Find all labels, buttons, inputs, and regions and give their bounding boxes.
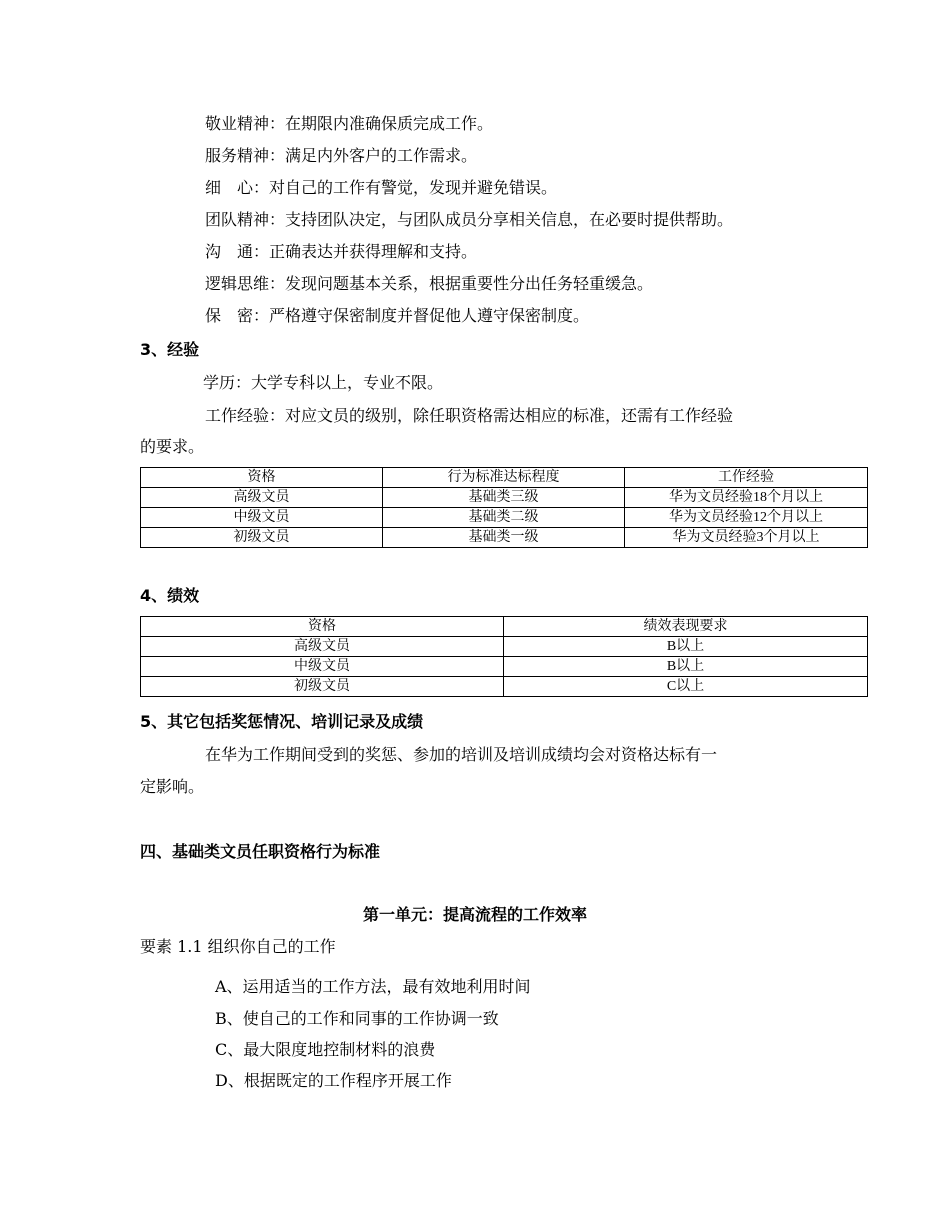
table-header-cell: 资格: [141, 617, 504, 637]
table-cell: B以上: [504, 657, 868, 677]
table-cell: 初级文员: [141, 528, 383, 548]
table-cell: 初级文员: [141, 677, 504, 697]
competency-service: 服务精神：满足内外客户的工作需求。: [205, 146, 478, 165]
table-row: [141, 637, 868, 657]
experience-work-line1: 工作经验：对应文员的级别，除任职资格需达相应的标准，还需有工作经验: [205, 406, 734, 425]
competency-communication: 沟 通：正确表达并获得理解和支持。: [205, 242, 478, 261]
other-heading: 5、其它包括奖惩情况、培训记录及成绩: [140, 712, 424, 731]
table-cell: 中级文员: [141, 657, 504, 677]
table-cell: 基础类三级: [383, 488, 625, 508]
experience-education: 学历：大学专科以上，专业不限。: [203, 373, 444, 392]
competency-logic: 逻辑思维：发现问题基本关系，根据重要性分出任务轻重缓急。: [205, 274, 654, 293]
unit1-item-b: B、使自己的工作和同事的工作协调一致: [215, 1009, 499, 1028]
table-cell: 基础类二级: [383, 508, 625, 528]
unit1-element: 要素 1.1 组织你自己的工作: [140, 937, 336, 956]
experience-work-line2: 的要求。: [140, 437, 205, 456]
table-cell: C以上: [504, 677, 868, 697]
table-row: [141, 488, 868, 508]
table-cell: 高级文员: [141, 488, 383, 508]
table-cell: 华为文员经验3个月以上: [625, 528, 868, 548]
table-cell: 华为文员经验18个月以上: [625, 488, 868, 508]
competency-dedication: 敬业精神：在期限内准确保质完成工作。: [205, 114, 494, 133]
table-header-cell: 资格: [141, 468, 383, 488]
experience-heading: 3、经验: [140, 340, 200, 359]
table-row: [141, 528, 868, 548]
other-line1: 在华为工作期间受到的奖惩、参加的培训及培训成绩均会对资格达标有一: [205, 745, 718, 764]
table-header-row: [141, 617, 868, 637]
table-cell: 华为文员经验12个月以上: [625, 508, 868, 528]
unit1-item-a: A、运用适当的工作方法，最有效地利用时间: [215, 977, 531, 996]
table-cell: 中级文员: [141, 508, 383, 528]
competency-confidentiality: 保 密：严格遵守保密制度并督促他人遵守保密制度。: [205, 306, 590, 325]
unit1-item-d: D、根据既定的工作程序开展工作: [215, 1071, 452, 1090]
table-row: [141, 508, 868, 528]
performance-table: [140, 616, 868, 697]
table-header-cell: 绩效表现要求: [504, 617, 868, 637]
table-header-row: [141, 468, 868, 488]
competency-teamwork: 团队精神：支持团队决定，与团队成员分享相关信息，在必要时提供帮助。: [205, 210, 734, 229]
competency-carefulness: 细 心：对自己的工作有警觉，发现并避免错误。: [205, 178, 558, 197]
table-cell: B以上: [504, 637, 868, 657]
unit1-item-c: C、最大限度地控制材料的浪费: [215, 1040, 436, 1059]
table-header-cell: 行为标准达标程度: [383, 468, 625, 488]
other-line2: 定影响。: [140, 777, 205, 796]
table-cell: 基础类一级: [383, 528, 625, 548]
experience-table: [140, 467, 868, 548]
table-row: [141, 657, 868, 677]
performance-heading: 4、绩效: [140, 586, 200, 605]
section4-heading: 四、基础类文员任职资格行为标准: [140, 842, 381, 861]
table-row: [141, 677, 868, 697]
unit1-title: 第一单元：提高流程的工作效率: [362, 905, 587, 924]
table-cell: 高级文员: [141, 637, 504, 657]
table-header-cell: 工作经验: [625, 468, 868, 488]
